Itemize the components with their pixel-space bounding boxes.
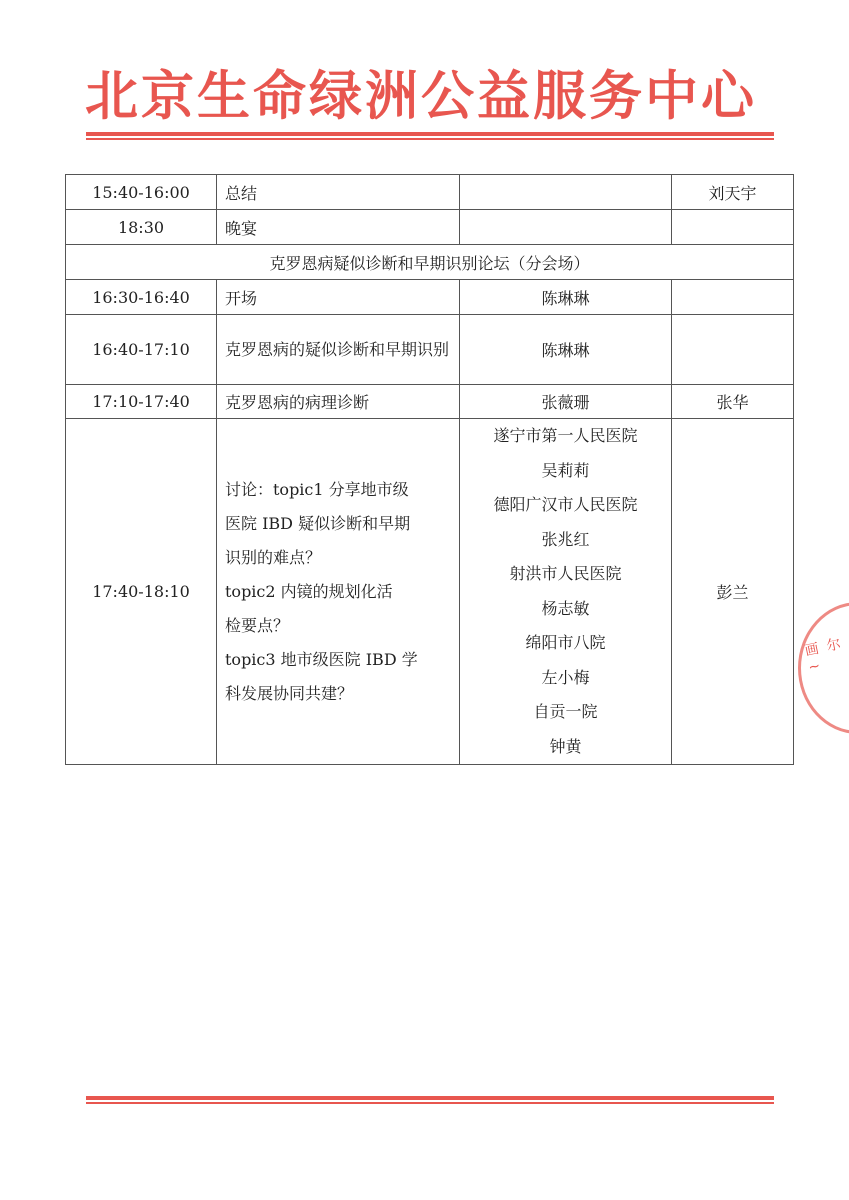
chair-cell: 彭兰	[672, 419, 794, 765]
speaker-line: 德阳广汉市人民医院	[493, 495, 638, 514]
table-row	[66, 210, 794, 245]
time-cell: 17:40-18:10	[66, 419, 217, 765]
letterhead-top-rule	[86, 132, 774, 140]
discussion-topic-line: 医院 IBD 疑似诊断和早期	[225, 513, 411, 533]
discussion-topic-line: 识别的难点？	[225, 547, 322, 567]
table-row	[66, 175, 794, 210]
discussion-topic-line: 科发展协同共建？	[225, 683, 354, 703]
speaker-cell	[460, 210, 672, 245]
time-cell: 16:30-16:40	[66, 280, 217, 315]
speaker-line: 射洪市人民医院	[509, 564, 622, 583]
letterhead-title: 北京生命绿洲公益服务中心	[85, 66, 757, 127]
time-cell: 17:10-17:40	[66, 385, 217, 419]
speaker-line: 左小梅	[541, 667, 590, 687]
topic-cell: 开场	[217, 280, 460, 315]
speaker-line: 钟黄	[549, 736, 582, 756]
schedule-table	[65, 174, 794, 765]
speaker-line: 遂宁市第一人民医院	[493, 426, 638, 445]
speaker-line: 张兆红	[541, 529, 590, 549]
seal-text: 画 尔 ~	[803, 635, 845, 677]
speaker-cell: 陈琳琳	[460, 315, 672, 385]
discussion-topic-line: 检要点？	[225, 615, 290, 635]
discussion-topic-line: 讨论：topic1 分享地市级	[225, 479, 409, 499]
topic-cell: 总结	[217, 175, 460, 210]
chair-cell: 张华	[672, 385, 794, 419]
discussion-topic-line: topic2 内镜的规划化活	[225, 581, 393, 601]
chair-cell	[672, 210, 794, 245]
speaker-cell: 张薇珊	[460, 385, 672, 419]
chair-cell: 刘天宇	[672, 175, 794, 210]
discussion-speakers-cell	[460, 419, 672, 765]
table-row	[66, 385, 794, 419]
speaker-line: 吴莉莉	[541, 460, 590, 480]
speaker-line: 自贡一院	[533, 702, 598, 721]
discussion-topic-cell	[217, 419, 460, 765]
speaker-cell: 陈琳琳	[460, 280, 672, 315]
discussion-topic-line: topic3 地市级医院 IBD 学	[225, 649, 418, 669]
speaker-line: 绵阳市八院	[525, 633, 606, 652]
time-cell: 16:40-17:10	[66, 315, 217, 385]
table-row	[66, 280, 794, 315]
speaker-line: 杨志敏	[541, 598, 590, 618]
chair-cell	[672, 315, 794, 385]
time-cell: 15:40-16:00	[66, 175, 217, 210]
time-cell: 18:30	[66, 210, 217, 245]
topic-cell: 克罗恩病的病理诊断	[217, 385, 460, 419]
discussion-row	[66, 419, 794, 765]
footer-rule	[86, 1096, 774, 1104]
section-header-row	[66, 245, 794, 280]
chair-cell	[672, 280, 794, 315]
table-row	[66, 315, 794, 385]
section-title: 克罗恩病疑似诊断和早期识别论坛（分会场）	[66, 245, 794, 280]
speaker-cell	[460, 175, 672, 210]
topic-cell: 晚宴	[217, 210, 460, 245]
topic-cell: 克罗恩病的疑似诊断和早期识别	[217, 315, 460, 385]
